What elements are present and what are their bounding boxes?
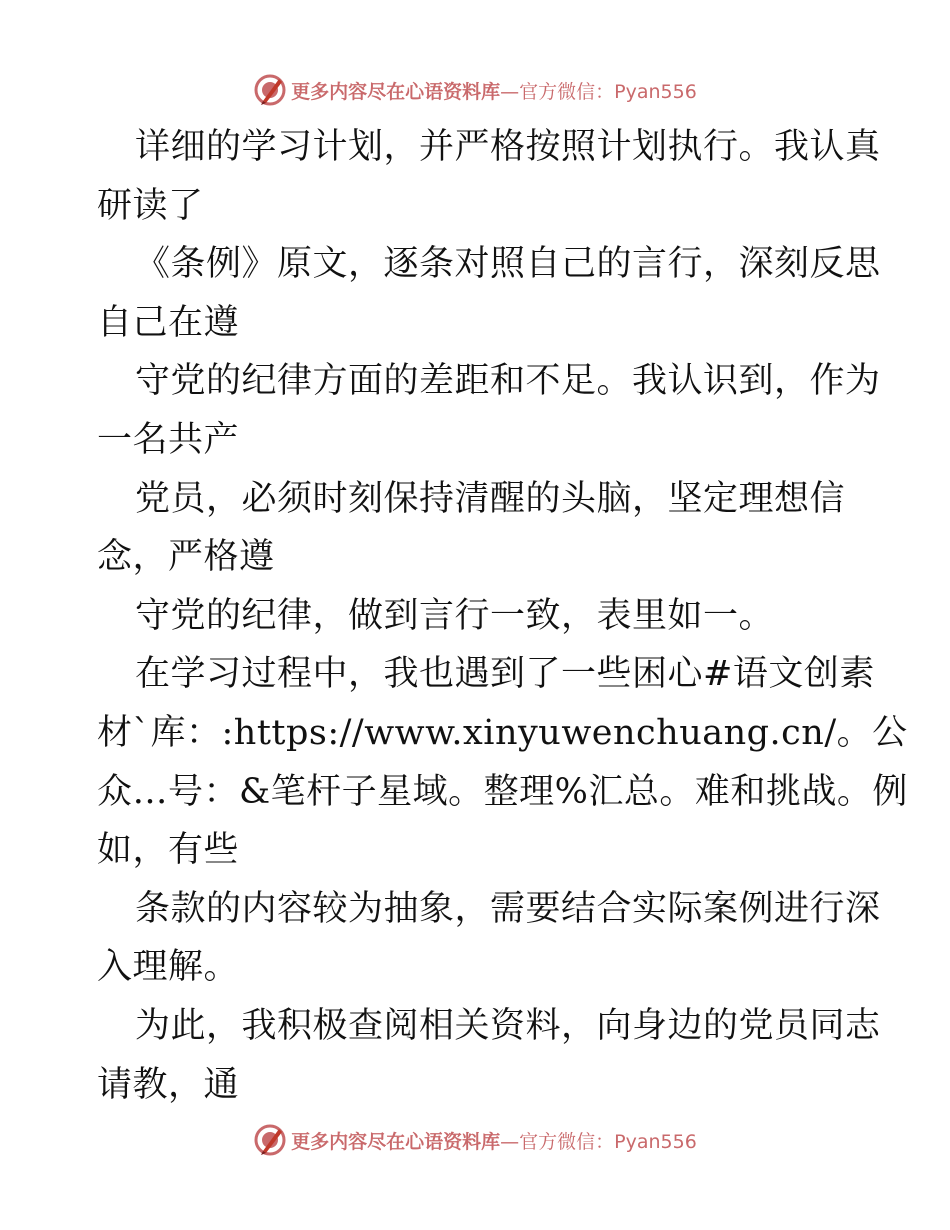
banner-main-text: 更多内容尽在心语资料库 bbox=[291, 1130, 501, 1153]
document-body bbox=[97, 118, 908, 1114]
text-line: 守党的纪律，做到言行一致，表里如一。 bbox=[135, 595, 775, 636]
text-line: 众…号：&笔杆子星域。整理%汇总。难和挑战。例 bbox=[97, 771, 908, 812]
text-line: 自己在遵 bbox=[97, 302, 240, 343]
text-line: 研读了 bbox=[97, 185, 204, 226]
text-line: 条款的内容较为抽象，需要结合实际案例进行深 bbox=[135, 888, 881, 929]
text-line: 如，有些 bbox=[97, 830, 240, 871]
text-line: 材`库：:https://www.xinyuwenchuang.cn/。公 bbox=[97, 712, 908, 753]
footer-banner bbox=[0, 1120, 950, 1160]
text-line: 念，严格遵 bbox=[97, 537, 275, 578]
text-line: 为此，我积极查阅相关资料，向身边的党员同志 bbox=[135, 1005, 881, 1046]
text-line: 在学习过程中，我也遇到了一些困心#语文创素 bbox=[135, 654, 875, 695]
pen-logo-icon bbox=[253, 1123, 287, 1157]
banner-main-text: 更多内容尽在心语资料库 bbox=[291, 80, 501, 103]
text-line: 入理解。 bbox=[97, 947, 240, 988]
text-line: 守党的纪律方面的差距和不足。我认识到，作为 bbox=[135, 361, 881, 402]
text-line: 一名共产 bbox=[97, 419, 240, 460]
text-line: 《条例》原文，逐条对照自己的言行，深刻反思 bbox=[135, 244, 881, 285]
banner-sub-text: —官方微信：Pyan556 bbox=[500, 80, 697, 103]
pen-logo-icon bbox=[253, 73, 287, 107]
text-line: 党员，必须时刻保持清醒的头脑，坚定理想信 bbox=[135, 478, 846, 519]
header-banner bbox=[0, 70, 950, 110]
text-line: 请教，通 bbox=[97, 1064, 240, 1105]
text-line: 详细的学习计划，并严格按照计划执行。我认真 bbox=[135, 127, 881, 167]
banner-sub-text: —官方微信：Pyan556 bbox=[500, 1130, 697, 1153]
